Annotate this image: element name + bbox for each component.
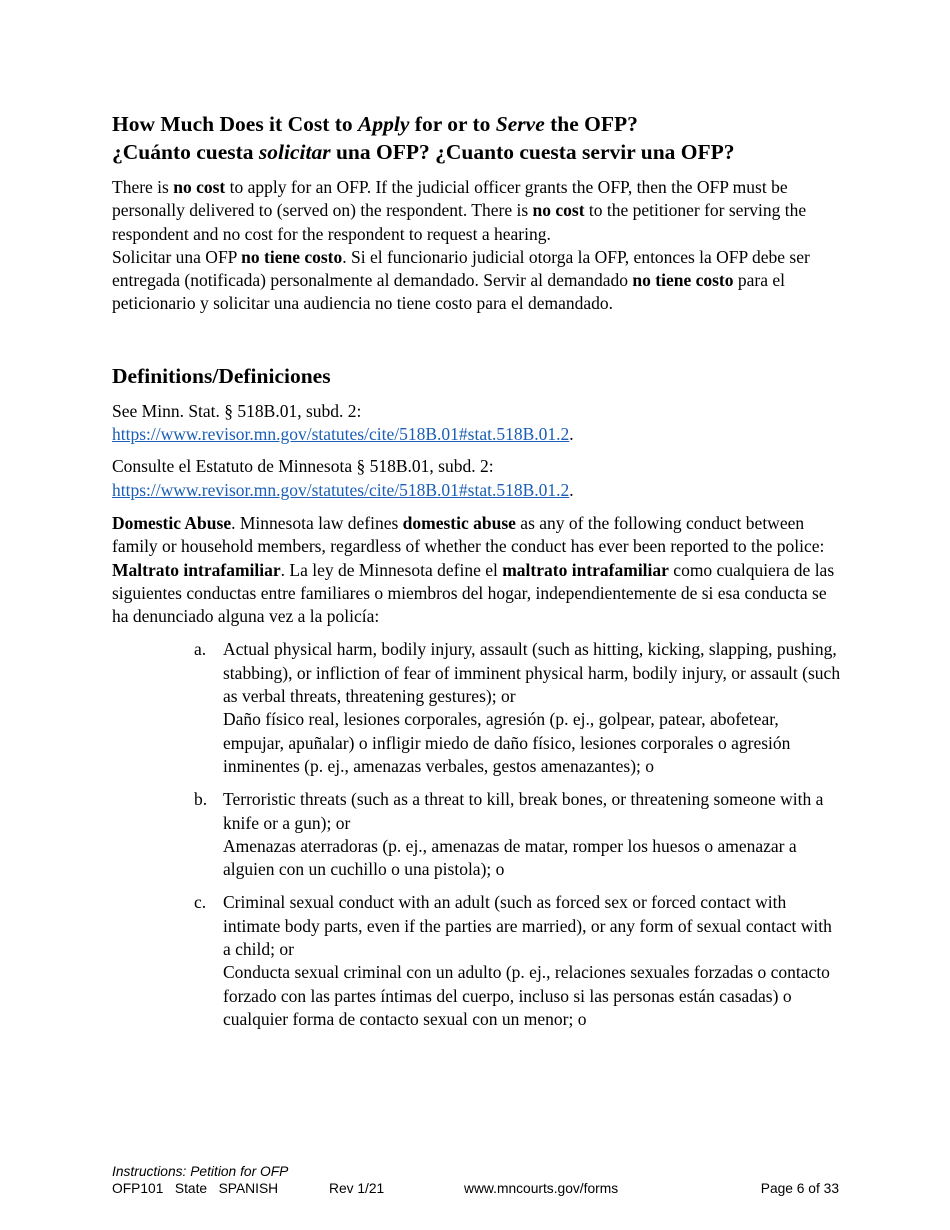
list-item-text-en: Actual physical harm, bodily injury, assault (such as hitting, kicking, slapping, pushing, stabbing), or infliction of fear of imminent physical harm, bodily injury, or assault (such as verbal threats, threatening gestures); or	[223, 639, 841, 707]
cost-heading-es: ¿Cuánto cuesta solicitar una OFP? ¿Cuanto cuesta servir una OFP?	[112, 140, 735, 164]
list-item	[194, 891, 842, 1031]
page-footer	[112, 1163, 839, 1197]
cost-paragraph-en: There is no cost to apply for an OFP. If the judicial officer grants the OFP, then the OFP must be personally delivered to (served on) the respondent. There is no cost to the petitioner for serving the respondent and no cost for the respondent to request a hearing.	[112, 177, 807, 244]
document-page	[112, 110, 842, 1041]
footer-page-number: Page 6 of 33	[760, 1181, 839, 1196]
cost-heading-en: How Much Does it Cost to Apply for or to Serve the OFP?	[112, 112, 638, 136]
domestic-abuse-definition-es: Maltrato intrafamiliar. La ley de Minnesota define el maltrato intrafamiliar como cualquiera de las siguientes conductas entre familiares o miembros del hogar, independientemente de si esa conducta se ha denunciado alguna vez a la policía:	[112, 559, 835, 627]
list-item-label: c.	[194, 892, 207, 913]
list-item-text-es: Daño físico real, lesiones corporales, agresión (p. ej., golpear, patear, abofetear, empujar, apuñalar) o infligir miedo de daño físico, lesiones corporales o agresión inminentes (p. ej., amenazas verbales, gestos amenazantes); o	[223, 709, 791, 776]
footer-form-title: Instructions: Petition for OFP	[112, 1164, 289, 1179]
statute-link-en[interactable]: https://www.revisor.mn.gov/statutes/cite/518B.01#stat.518B.01.2	[112, 424, 570, 445]
footer-form-code: OFP101 State SPANISH	[112, 1181, 279, 1196]
list-item-label: b.	[194, 789, 208, 810]
footer-revision: Rev 1/21	[329, 1181, 385, 1196]
statute-link-es[interactable]: https://www.revisor.mn.gov/statutes/cite/518B.01#stat.518B.01.2	[112, 479, 570, 500]
list-item-label: a.	[194, 639, 207, 660]
definitions-heading: Definitions/Definiciones	[112, 363, 331, 388]
statute-reference-es: Consulte el Estatuto de Minnesota § 518B.01, subd. 2: https://www.revisor.mn.gov/statutes/cite/518B.01#stat.518B.01.2.	[112, 456, 574, 500]
list-item-text-es: Amenazas aterradoras (p. ej., amenazas de matar, romper los huesos o amenazar a alguien con un cuchillo o una pistola); o	[223, 835, 797, 880]
domestic-abuse-definition-en: Domestic Abuse. Minnesota law defines domestic abuse as any of the following conduct between family or household members, regardless of whether the conduct has ever been reported to the police:	[112, 512, 825, 557]
list-item	[194, 638, 842, 778]
cost-paragraph-es: Solicitar una OFP no tiene costo. Si el funcionario judicial otorga la OFP, entonces la OFP debe ser entregada (notificada) personalmente al demandado. Servir al demandado no tiene costo para el peticionario y solicitar una audiencia no tiene costo para el demandado.	[112, 246, 810, 314]
abuse-list	[112, 638, 842, 1031]
footer-website: www.mncourts.gov/forms	[464, 1181, 619, 1196]
list-item-text-es: Conducta sexual criminal con un adulto (p. ej., relaciones sexuales forzadas o contacto forzado con las partes íntimas del cuerpo, incluso si las personas están casadas) o cualquier forma de contacto sexual con un menor; o	[223, 962, 830, 1029]
statute-reference-en: See Minn. Stat. § 518B.01, subd. 2: https://www.revisor.mn.gov/statutes/cite/518B.01#stat.518B.01.2.	[112, 400, 574, 445]
list-item-text-en: Terroristic threats (such as a threat to kill, break bones, or threatening someone with a knife or a gun); or	[223, 789, 824, 833]
list-item-text-en: Criminal sexual conduct with an adult (such as forced sex or forced contact with intimate body parts, even if the parties are married), or any form of sexual contact with a child; or	[223, 892, 832, 960]
list-item	[194, 788, 842, 881]
